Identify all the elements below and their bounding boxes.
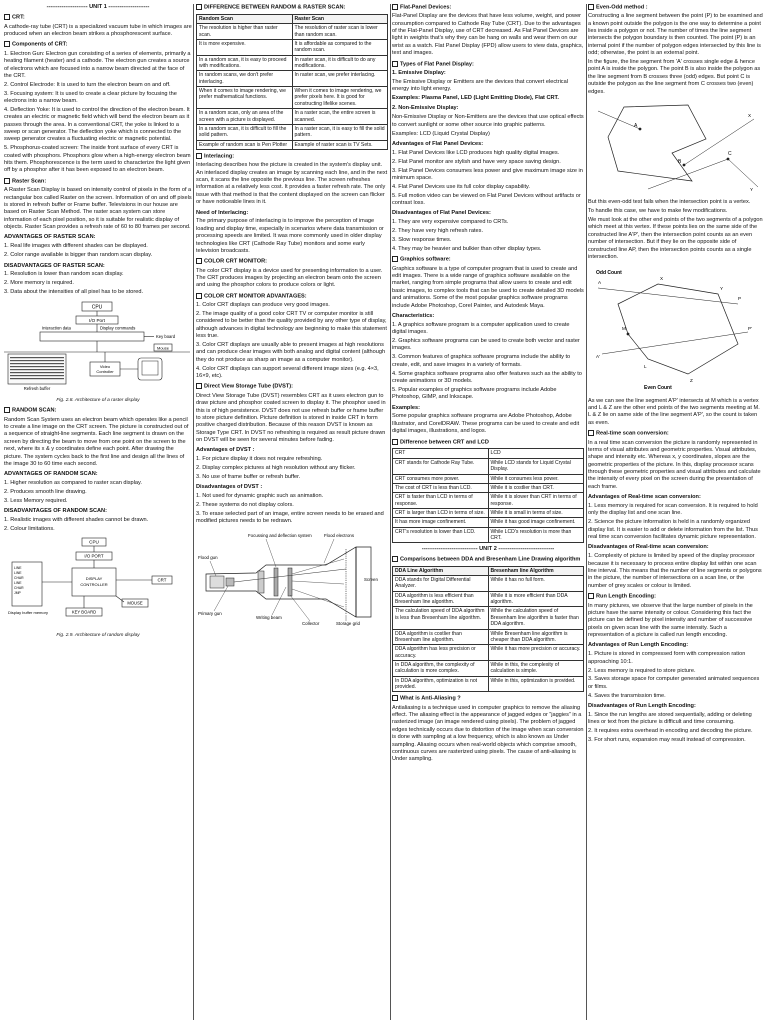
svg-text:LINE: LINE [14, 581, 22, 586]
table-header: CRT [393, 449, 489, 458]
table-row [393, 474, 584, 483]
even-odd-polygon-diagram [588, 99, 764, 194]
interlacing-definition: Interlacing describes how the picture is created in the system's display unit. An interlaced display creates an image by scanning each line, and in the next scan, it scans the line opposite the previous line. The screen refreshes information at a relatively less cost. It provides a faster refresh rate. The only issue with that method is that the content displayed on the screen can flicker or have noticeable lines in it. [196, 162, 388, 206]
svg-text:C: C [728, 150, 732, 157]
table-row [197, 39, 388, 55]
list-item: 2. Produces smooth line drawing. [4, 489, 87, 496]
checkbox-icon [392, 439, 398, 445]
flat-panel-advantages-heading: Advantages of Flat Panel Devices: [392, 140, 484, 147]
table-cell: While it is small in terms of size. [488, 508, 584, 517]
column-1 [4, 4, 192, 1020]
list-item: 3. Flat Panel Devices consumes less power and give maximum image size in minimum space. [392, 167, 583, 181]
table-cell: In a raster scan, it is easy to fill the solid pattern. [292, 124, 388, 140]
list-item: 2. Flat Panel monitor are stylish and have very space saving design. [392, 158, 561, 165]
random-advantages-heading: ADVANTAGES OF RANDOM SCAN: [4, 471, 98, 478]
list-item: 3. Less Memory required. [4, 497, 68, 504]
characteristics-heading: Characteristics: [392, 312, 435, 319]
table-cell: While it consumes less power. [488, 474, 584, 483]
list-item: 2. Colour limitations. [4, 526, 55, 533]
table-cell: CRT is larger than LCD in terms of size. [393, 508, 489, 517]
table-row [197, 109, 388, 125]
dda-bresenham-table [392, 566, 584, 693]
table-cell: While the calculation speed of Bresenham line algorithm is faster than DDA algorithm. [488, 607, 584, 629]
real-time-definition: In a real time scan conversion the picture is randomly represented in terms of visual attributes and geometric properties. Visual attributes, shape and intensity etc. Whereas x, y coordinates, slopes are the geometric properties of the picture. In this, display processor scans through these geometric properties and visual attributes and calculate the intensity of every pixel on the screen during the presentation of each frame. [588, 439, 761, 490]
crt-definition: A cathode-ray tube (CRT) is a specialized vacuum tube in which images are produced when an electron beam strikes a phosphorescent surface. [4, 23, 192, 38]
random-disadvantages-heading: DISADVANTAGES OF RANDOM SCAN: [4, 508, 107, 515]
real-time-disadvantages-heading: Disadvantages of Real-time scan conversion: [588, 544, 709, 551]
checkbox-icon [196, 153, 202, 159]
svg-text:JMP: JMP [14, 591, 21, 596]
types-title: Types of Flat Panel Display: [400, 61, 474, 68]
table-cell: CRT stands for Cathode Ray Tube. [393, 458, 489, 474]
rle-heading [588, 593, 764, 601]
crt-lcd-table [392, 448, 584, 543]
checkbox-icon [588, 430, 594, 436]
checkbox-icon [392, 4, 398, 10]
list-item: 3. Common features of graphics software programs include the ability to create, edit, and save images in a variety of formats. [392, 354, 571, 368]
table-cell: The resolution of raster scan is lower than random scan. [292, 24, 388, 40]
non-emissive-heading: 2. Non-Emissive Display: [392, 105, 459, 112]
crt-title: CRT: [12, 14, 25, 21]
table-row [197, 55, 388, 71]
table-cell: In raster scan, it is difficult to do any modifications. [292, 55, 388, 71]
list-item: 1. Flat Panel Devices like LCD produces high quality digital images. [392, 149, 560, 156]
svg-text:A: A [634, 122, 638, 129]
table-row [393, 607, 584, 629]
even-odd-title: Even-Odd method : [596, 4, 648, 11]
checkbox-icon [196, 293, 202, 299]
table-cell: While it is costlier than CRT. [488, 483, 584, 492]
list-item: 2. More memory is required. [4, 280, 74, 287]
table-header: Bresenham line Algorithm [488, 566, 584, 575]
list-item: 3. Slow response times. [392, 237, 452, 244]
raster-disadvantages-heading: DISADVANTAGES OF RASTER SCAN: [4, 262, 105, 269]
svg-text:A: A [598, 280, 602, 286]
graphics-software-title: Graphics software: [400, 256, 451, 263]
list-item: 4. Some graphics software programs also offer features such as the ability to create animations or 3D models. [392, 370, 582, 384]
types-heading [392, 61, 584, 69]
dda-title: Comparisons between DDA and Bresenham Line Drawing algorithm [400, 556, 581, 563]
table-cell: While it has no full form. [488, 575, 584, 591]
table-cell: In DDA algorithm, optimization is not provided. [393, 676, 489, 692]
even-odd-definition: Constructing a line segment between the point (P) to be examined and a known point outside the polygon is the one way to determine a point lies inside a polygon or not. The number of times the line segment intersects the polygon boundary is then counted. The point (P) is an internal point if the number of polygon edges intersected by this line is odd; otherwise, the point is an external point. [588, 13, 763, 57]
list-item: 1. For picture display it does not require refreshing. [196, 456, 323, 463]
table-row [197, 87, 388, 109]
list-item: 1. Not used for dynamic graphic such as animation. [196, 493, 324, 500]
table-header: Raster Scan [292, 14, 388, 23]
list-item: 3. Saves storage space for computer generated animated sequences or films. [588, 676, 760, 690]
svg-text:Mouse: Mouse [156, 345, 170, 351]
table-cell: In a random scan, only an area of the screen with a picture is displayed. [197, 109, 293, 125]
list-item: 5. Full motion video can be viewed on Flat Panel Devices without artifacts or contrast loss. [392, 192, 581, 207]
svg-text:Focussing and deflection syste: Focussing and deflection system [248, 532, 312, 538]
table-cell: It is more expensive. [197, 39, 293, 55]
table-cell: While it is more efficient than DDA algorithm. [488, 591, 584, 607]
table-cell: The cost of CRT is less than LCD. [393, 483, 489, 492]
random-title: RANDOM SCAN: [12, 407, 57, 414]
list-item: 1. Less memory is required for scan conversion. It is required to hold only the display list and one scan line. [588, 503, 758, 517]
table-row [393, 575, 584, 591]
table-cell: DDA stands for Digital Differential Analyzer. [393, 575, 489, 591]
list-item: 2. Control Electrode: It is used to turn the electron beam on and off. [4, 81, 171, 88]
svg-text:KEY BOARD: KEY BOARD [71, 609, 97, 615]
table-cell: When it comes to image rendering, we prefer mathematical functions. [197, 87, 293, 109]
column-divider [193, 4, 194, 1020]
checkbox-icon [392, 256, 398, 262]
difference-heading [196, 4, 388, 12]
table-row [197, 124, 388, 140]
raster-advantages-heading: ADVANTAGES OF RASTER SCAN: [4, 234, 96, 241]
random-raster-table [196, 14, 388, 150]
dvst-advantages-heading: Advantages of DVST : [196, 447, 255, 454]
svg-text:Even Count: Even Count [644, 385, 672, 392]
svg-text:LINE: LINE [14, 566, 22, 571]
table-cell: DDA algorithm is costlier than Bresenham line algorithm. [393, 629, 489, 645]
dvst-heading [196, 383, 388, 391]
random-architecture-figure [4, 536, 192, 639]
table-cell: When it comes to image rendering, we prefer pixels here. It is good for constructing lifelike scenes. [292, 87, 388, 109]
dvst-disadvantages-heading: Disadvantages of DVST : [196, 484, 263, 491]
table-cell: While it is slower than CRT in terms of response. [488, 493, 584, 509]
table-row [393, 527, 584, 543]
random-architecture-diagram [4, 536, 190, 628]
svg-text:X: X [660, 276, 664, 282]
svg-text:Screen: Screen [364, 576, 378, 582]
svg-text:L: L [644, 364, 647, 370]
color-crt-advantages-title: COLOR CRT MONITOR ADVANTAGES: [204, 293, 307, 300]
list-item: 2. Graphics software programs can be used to create both vector and raster images. [392, 338, 580, 352]
figure-caption: Fig. 2.9. Architecture of random display [56, 632, 140, 638]
svg-text:Video: Video [99, 363, 111, 369]
table-row [393, 493, 584, 509]
checkbox-icon [392, 695, 398, 701]
list-item: 1. Color CRT displays can produce very good images. [196, 302, 330, 309]
dda-heading [392, 556, 584, 564]
svg-text:X: X [748, 112, 752, 118]
list-item: 2. These systems do not display colors. [196, 502, 294, 509]
list-item: 2. It requires extra overhead in encoding and decoding the picture. [588, 728, 753, 735]
list-item: 4. Deflection Yoke: It is used to control the direction of the electron beam. It creates an electric or magnetic field which will bend the electron beam as it passes through the area. In a conventional CRT, the yoke is linked to a sweep or scan generator. The deflection yoke which is connected to the sweep generator creates a fluctuating electric or magnetic potential. [4, 106, 190, 143]
column-divider [390, 4, 391, 1020]
even-odd-figure [588, 99, 764, 197]
color-crt-title: COLOR CRT MONITOR: [204, 258, 267, 265]
list-item: 4. Saves the transmission time. [588, 692, 666, 699]
list-item: 5. Phosphorus-coated screen: The inside front surface of every CRT is coated with phosphors. Phosphors glow when a high-energy electron beam hits them. Phosphorescence is the term used to characterize the light given off by a phosphor after it has been exposed to an electron beam. [4, 145, 191, 174]
flat-panel-definition: Flat-Panel Display are the devices that have less volume, weight, and power consumption compared to Cathode Ray Tube (CRT). Due to the advantages of the Flat-Panel Display, use of CRT decreased. As Flat Panel Devices are light in weights that's why they can be hang on walls and wear them on our wrist as a watch. Flat Panel Display (FPD) allow users to view data, graphics, text and images. [392, 13, 584, 57]
table-cell: While LCD stands for Liquid Crystal Display. [488, 458, 584, 474]
svg-text:Flood electrons: Flood electrons [324, 532, 355, 538]
checkbox-icon [392, 556, 398, 562]
table-cell: DDA algorithm is less efficient than Bresenham line algorithm. [393, 591, 489, 607]
svg-text:Interaction data: Interaction data [42, 325, 71, 331]
svg-text:Y: Y [750, 186, 754, 192]
list-item: 3. Data about the intensities of all pixel has to be stored. [4, 289, 143, 296]
table-cell: In a random scan, it is easy to proceed with modifications. [197, 55, 293, 71]
svg-text:CHAR: CHAR [14, 586, 24, 591]
table-cell: Example of random scan is Pen Plotter [197, 140, 293, 149]
list-item: 2. Color range available is bigger than random scan display. [4, 252, 153, 259]
table-cell: While it has good image confinement. [488, 518, 584, 527]
graphics-software-definition: Graphics software is a type of computer program that is used to create and edit images. There is a wide range of graphics software available on the market, ranging from simple programs that allow users to create and edit basic images, to complex tools that can be used to create detailed 3D models and animations. Some of the most popular graphics software programs include Adobe Photoshop, Corel Painter, and Autodesk Maya. [392, 265, 584, 309]
random-definition: Random Scan System uses an electron beam which operates like a pencil to create a line image on the CRT screen. The picture is constructed out of a sequence of straight-line segments. Each line segment is drawn on the screen by directing the beam to move from one point on the screen to the next, where its x & y coordinates define each point. After drawing the picture. The system cycles back to the first line and design all the lines of the image 30 to 60 time each second. [4, 416, 189, 467]
examples-definition: Some popular graphics software programs are Adobe Photoshop, Adobe Illustrator, and CorelDRAW. These programs can be used to create and edit digital images, illustrations, and logos. [392, 413, 580, 435]
list-item: 2. Less memory is required to store picture. [588, 667, 696, 674]
anti-aliasing-heading [392, 695, 584, 703]
svg-text:Primary gun: Primary gun [198, 610, 222, 616]
table-row [393, 508, 584, 517]
svg-text:Storage grid: Storage grid [336, 620, 360, 626]
difference-title: DIFFERENCE BETWEEN RANDOM & RASTER SCAN: [204, 4, 346, 11]
svg-text:LINE: LINE [14, 571, 22, 576]
list-item: 2. Science the picture information is held in a randomly organized display list. It is easier to add or delete information from the list. Thus real time scan conversion facilitates dynamic picture representation. [588, 519, 758, 541]
flat-panel-heading [392, 4, 584, 12]
list-item: 3. Focusing system: It is used to create a clear picture by focusing the electrons into a narrow beam. [4, 90, 177, 105]
table-cell: The calculation speed of DDA algorithm is less than Bresenham line algorithm. [393, 607, 489, 629]
svg-text:A': A' [596, 354, 600, 360]
rle-advantages-heading: Advantages of Run Length Encoding: [588, 642, 689, 649]
random-heading [4, 407, 192, 415]
list-item: 5. Popular examples of graphics software programs include Adobe Photoshop, GIMP, and Inkscape. [392, 386, 557, 401]
rle-definition: In many pictures, we observe that the large number of pixels in the picture have the same intensity or colour. Considering this fact the picture can be defined by pixel intensity and number of successive pixels on given scan line with the same intensity. Such a representation of a picture is called run length encoding. [588, 602, 753, 639]
svg-text:B: B [678, 158, 682, 165]
color-crt-heading [196, 258, 388, 266]
table-cell: While in this, the complexity of calculation is simple. [488, 660, 584, 676]
checkbox-icon [196, 4, 202, 10]
svg-text:P: P [738, 296, 742, 302]
checkbox-icon [196, 258, 202, 264]
svg-text:Key board: Key board [156, 333, 176, 339]
list-item: 1. A graphics software program is a computer application used to create digital images. [392, 321, 570, 336]
table-cell: In a raster scan, the entire screen is scanned. [292, 109, 388, 125]
even-odd-conclusion: As we can see the line segment A'P' intersects at M which is a vertex and L & Z are the other end points of the two segments meeting at M. L & Z lie on same side of the line segment A'P', so the count is taken as even. [588, 397, 760, 426]
checkbox-icon [588, 593, 594, 599]
table-row [393, 591, 584, 607]
table-cell: In raster scan, we prefer interlacing. [292, 71, 388, 87]
list-item: 1. Realistic images with different shades cannot be drawn. [4, 517, 149, 524]
svg-text:DISPLAY: DISPLAY [85, 576, 103, 582]
svg-text:Y: Y [720, 286, 724, 292]
svg-text:CHAR: CHAR [14, 576, 24, 581]
color-crt-definition: The color CRT display is a device used for presenting information to a user. The CRT produces images by projecting an electron beam onto the screen and using the phosphor colors to produce colors or light. [196, 267, 383, 289]
need-definition: The primary purpose of interlacing is to improve the perception of image loading and display time, especially in scenarios where data transmission or processing speeds are limited. It was more commonly used in older display technologies like CRT (Cathode Ray Tube) monitors and some early television broadcasts. [196, 218, 384, 254]
table-cell: It is affordable as compared to the random scan. [292, 39, 388, 55]
svg-text:Display commands: Display commands [100, 325, 136, 331]
even-odd-fail: But this even-odd test fails when the intersection point is a vertex. [588, 199, 751, 206]
examples-heading: Examples: [392, 404, 420, 411]
even-odd-heading [588, 4, 764, 12]
table-cell: In a random scan, it is difficult to fill the solid pattern. [197, 124, 293, 140]
table-row [197, 140, 388, 149]
table-cell: It has more image confinement. [393, 518, 489, 527]
table-cell: In random scans, we don't prefer interlacing. [197, 71, 293, 87]
components-title: Components of CRT: [12, 41, 68, 48]
svg-text:CONTROLLER: CONTROLLER [80, 582, 108, 588]
figure-caption: Fig. 2.8. Architecture of a raster display [56, 397, 140, 403]
raster-title: Raster Scan: [12, 178, 47, 185]
non-emissive-examples: Examples: LCD (Liquid Crystal Display) [392, 130, 490, 137]
emissive-examples: Examples: Plasma Panel, LED (Light Emitting Diode), Flat CRT. [392, 95, 559, 102]
table-row [197, 24, 388, 40]
list-item: 1. Resolution is lower than random scan display. [4, 271, 124, 278]
dvst-figure [196, 529, 388, 632]
even-odd-figure-text: In the figure, the line segment from 'A' crosses single edge & hence point A is inside the polygon. The point B is also inside the polygon as the line segment from B crosses three (odd) edges. But point C is outside the polygon as the line segment from C crosses two (even) edges. [588, 59, 761, 95]
column-divider [586, 4, 587, 1020]
dvst-title: Direct View Storage Tube (DVST): [204, 383, 293, 390]
table-cell: While LCD's resolution is more than CRT. [488, 527, 584, 543]
svg-text:I/O PORT: I/O PORT [84, 553, 104, 559]
table-row [393, 660, 584, 676]
table-row [393, 676, 584, 692]
list-item: 3. To erase selected part of an image, entire screen needs to be erased and modified pictures needs to be redrawn. [196, 511, 384, 525]
svg-text:Z: Z [690, 378, 693, 384]
crt-heading [4, 14, 192, 22]
crt-lcd-title: Difference between CRT and LCD [400, 439, 489, 446]
list-item: 2. Display complex pictures at high resolution without any flicker. [196, 465, 356, 472]
svg-text:Odd Count: Odd Count [596, 270, 622, 277]
raster-architecture-figure [4, 300, 192, 405]
table-cell: The resolution is higher than raster scan. [197, 24, 293, 40]
svg-text:CPU: CPU [91, 304, 103, 311]
list-item: 4. Color CRT displays can support several different image sizes (e.g. 4×3, 16×9, etc). [196, 365, 379, 380]
unit-1-header: ---------------------- UNIT 1 ---------------------- [46, 4, 150, 10]
table-cell: CRT consumes more power. [393, 474, 489, 483]
table-header: Random Scan [197, 14, 293, 23]
list-item: 1. Picture is stored in compressed form with compression ration approaching 10:1. [588, 651, 746, 665]
vertex-count-diagram [588, 264, 764, 392]
dvst-definition: Direct View Storage Tube (DVST) resembles CRT as it uses electron gun to draw picture and phosphor coated screen to display it. The phosphor used in this is of high persistence. DVST does not use refresh buffer or frame buffer to store picture definition. Picture definition is stored in inside CRT in form positive charged distribution. Because of this reason DVST is known as Storage Type CRT. In DVST no refreshing is required as result picture drawn on DVST will be seen for several minutes before fading. [196, 392, 386, 444]
checkbox-icon [4, 14, 10, 20]
svg-text:I/O Port: I/O Port [89, 317, 105, 323]
list-item: 4. They may be heavier and bulkier than other display types. [392, 245, 542, 252]
list-item: 1. Electron Gun: Electron gun consisting of a series of elements, primarily a heating filament (heater) and a cathode. The electron gun creates a source of electrons which are focused into a narrow beam directed at the face of the CRT. [4, 50, 191, 79]
list-item: 1. Complexity of picture is limited by speed of the display processor because it is necessary to process entire display list within one scan line interval. This means that the number of line segments or polygons in the picture, the number of intersections on a scan line, or the number of grey scales or colour is limited. [588, 553, 762, 589]
list-item: 1. Real life images with different shades can be displayed. [4, 243, 148, 250]
svg-text:Collector: Collector [302, 620, 320, 626]
interlacing-title: Interlacing: [204, 153, 235, 160]
non-emissive-definition: Non-Emissive Display or Non-Emitters are the devices that use optical effects to convert sunlight or some other source into graphic patterns. [392, 114, 584, 128]
table-cell: In DDA algorithm, the complexity of calculation is more complex. [393, 660, 489, 676]
checkbox-icon [588, 4, 594, 10]
table-row [197, 71, 388, 87]
svg-text:CPU: CPU [89, 539, 99, 545]
list-item: 1. Since the run lengths are stored sequentially, adding or deleting lines or text from the picture is difficult and time consuming. [588, 711, 752, 726]
list-item: 1. They are very expensive compared to CRTs. [392, 219, 509, 226]
table-cell: DDA algorithm has less precision or accuracy. [393, 645, 489, 661]
svg-text:P': P' [748, 326, 752, 332]
svg-text:Writing beam: Writing beam [256, 614, 282, 620]
real-time-title: Real-time scan conversion: [596, 430, 669, 437]
svg-text:Refresh buffer: Refresh buffer [23, 385, 51, 391]
flat-panel-disadvantages-heading: Disadvantages of Flat Panel Devices: [392, 210, 491, 217]
anti-aliasing-title: What is Anti-Aliasing ? [400, 695, 461, 702]
svg-text:CRT: CRT [157, 577, 167, 583]
raster-definition: A Raster Scan Display is based on intensity control of pixels in the form of a rectangular box called Raster on the screen. Information of on and off pixels is stored in refresh buffer or Frame buffer. Televisions in our house are based on Raster Scan Method. The raster scan system can store information of each pixel position, so it is suitable for realistic display of objects. Raster Scan provides a refresh rate of 60 to 80 frames per second. [4, 187, 192, 231]
table-cell: While in this, optimization is provided. [488, 676, 584, 692]
table-cell: While it has more precision or accuracy. [488, 645, 584, 661]
list-item: 2. They have very high refresh rates. [392, 228, 483, 235]
rle-title: Run Length Encoding: [596, 593, 656, 600]
real-time-advantages-heading: Advantages of Real-time scan conversion: [588, 494, 701, 501]
checkbox-icon [4, 41, 10, 47]
table-cell: CRT is faster than LCD in terms of response. [393, 493, 489, 509]
table-row [393, 518, 584, 527]
table-header: LCD [488, 449, 584, 458]
svg-text:MOUSE: MOUSE [127, 600, 143, 606]
svg-text:Controller: Controller [96, 368, 114, 374]
list-item: 3. No use of frame buffer or refresh buffer. [196, 474, 301, 481]
table-cell: CRT's resolution is lower than LCD. [393, 527, 489, 543]
components-heading [4, 41, 192, 49]
interlacing-heading [196, 153, 388, 161]
column-3 [392, 4, 584, 1020]
dvst-diagram [196, 529, 386, 629]
color-crt-advantages-heading [196, 293, 388, 301]
svg-text:Flood gun: Flood gun [198, 554, 218, 560]
checkbox-icon [4, 407, 10, 413]
vertex-count-figure [588, 264, 764, 395]
list-item: 1. Higher resolution as compared to raster scan display. [4, 480, 142, 487]
checkbox-icon [196, 383, 202, 389]
even-odd-modifications: To handle this case, we have to make few modifications. [588, 208, 728, 215]
checkbox-icon [392, 61, 398, 67]
unit-2-header: ------------------------------ UNIT 2 ------------------------------ [421, 546, 555, 553]
column-4 [588, 4, 764, 1020]
column-2 [196, 4, 388, 1020]
real-time-heading [588, 430, 764, 438]
raster-architecture-diagram [4, 300, 190, 394]
list-item: 3. For short runs, expansion may result instead of compression. [588, 737, 746, 744]
list-item: 3. Color CRT displays are usually able to present images at high resolutions and can produce clear images with both analog and digital content (although they do not produce as sharp an image as a computer monitor). [196, 342, 386, 363]
graphics-software-heading [392, 256, 584, 264]
table-row [393, 629, 584, 645]
crt-lcd-heading [392, 439, 584, 447]
rle-disadvantages-heading: Disadvantages of Run Length Encoding: [588, 703, 696, 710]
table-cell: While Bresenham line algorithm is cheaper than DDA algorithm. [488, 629, 584, 645]
table-row [393, 483, 584, 492]
checkbox-icon [4, 178, 10, 184]
anti-aliasing-definition: Antialiasing is a technique used in computer graphics to remove the aliasing effect. The aliasing effect is the appearance of jagged edges or “jaggies” in a rasterized image (an image rendered using pixels). The problem of jagged edges technically occurs due to distortion of the image when scan conversion is done with sampling at a low frequency, which is also known as Under sampling. Aliasing occurs when real-world objects which comprise smooth, continuous curves are rasterized using pixels. The cause of anti-aliasing is Under sampling. [392, 704, 584, 763]
flat-panel-title: Flat-Panel Devices: [400, 4, 452, 11]
even-odd-modifications-detail: We must look at the other end points of the two segments of a polygon which meet at this vertex. If these points lies on the same side of the constructed line A'P', then the intersection point counts as an even number of intersection. But if they lie on the opposite side of constructed line AP, then the intersection points counts as a single intersection. [588, 217, 763, 260]
svg-text:Display buffer memory: Display buffer memory [8, 610, 48, 616]
table-row [393, 645, 584, 661]
table-header: DDA Line Algorithm [393, 566, 489, 575]
svg-text:M: M [622, 326, 626, 332]
emissive-heading: 1. Emissive Display: [392, 69, 446, 76]
emissive-definition: The Emissive Display or Emitters are the devices that convert electrical energy into light energy. [392, 78, 568, 93]
list-item: 4. Flat Panel Devices use its full color display capability. [392, 183, 530, 190]
table-cell: Example of raster scan is TV Sets. [292, 140, 388, 149]
raster-heading [4, 178, 192, 186]
need-heading: Need of Interlacing: [196, 209, 249, 216]
list-item: 2. The image quality of a good color CRT TV or computer monitor is still considered to be better than the quality provided by any other type of display, although advances in digital technology are beginning to make this statement less true. [196, 311, 387, 340]
table-row [393, 458, 584, 474]
